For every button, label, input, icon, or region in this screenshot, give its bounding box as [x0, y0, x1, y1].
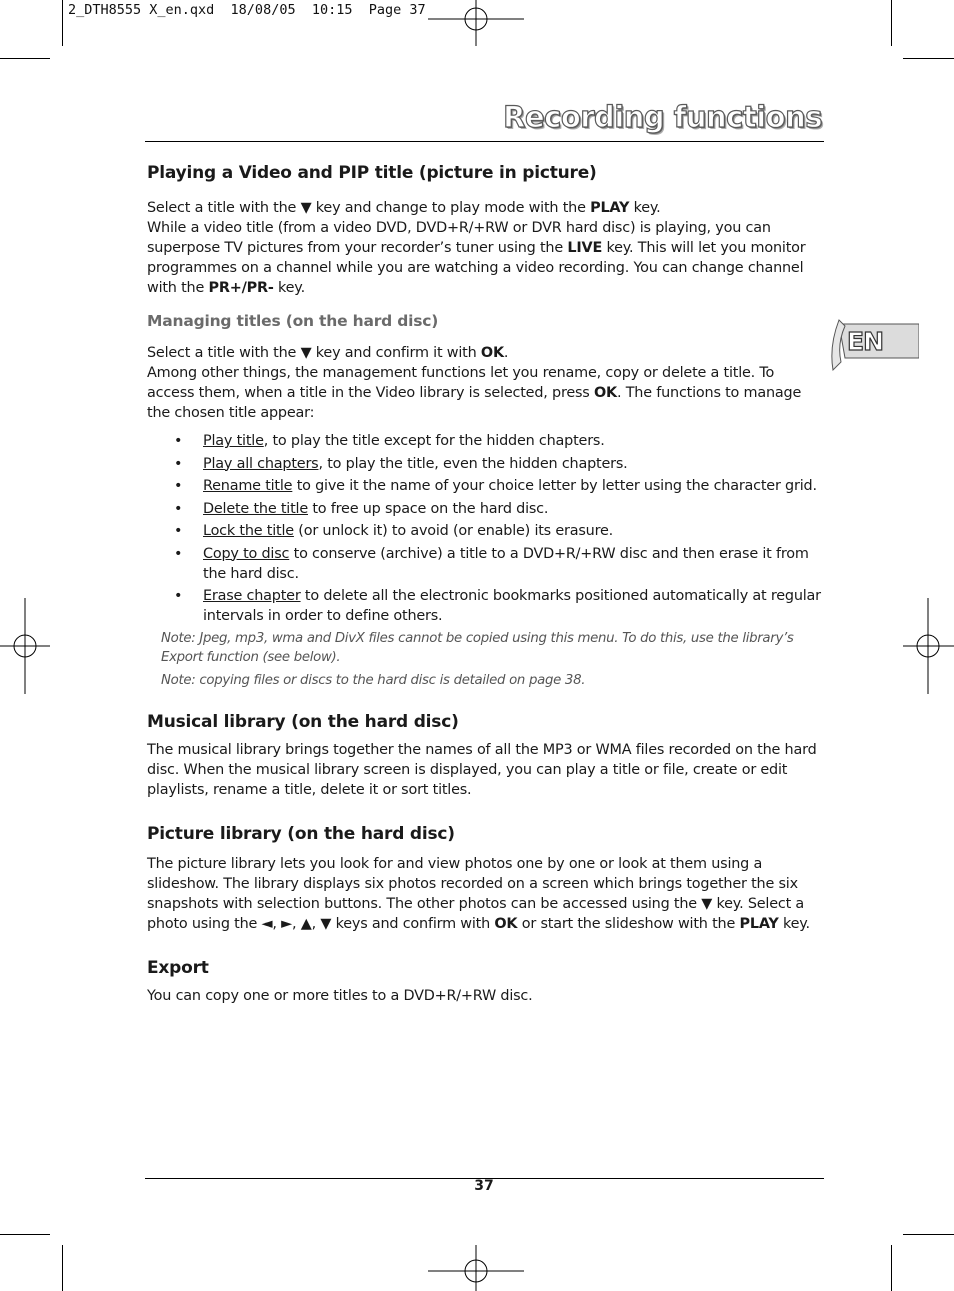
section-heading-managing: Managing titles (on the hard disc) [147, 312, 439, 330]
print-slug: 2_DTH8555 X_en.qxd 18/08/05 10:15 Page 37 [68, 2, 426, 18]
crop-mark [0, 58, 50, 59]
crop-mark [891, 0, 892, 46]
registration-mark-icon [0, 598, 50, 694]
crop-mark [903, 58, 954, 59]
paragraph: The musical library brings together the names of all the MP3 or WMA files recorded on the hard disc. When the musical library screen is displayed, you can play a title or file, create or edit playlists, rename a title, delete it or sort titles. [147, 742, 817, 798]
paragraph: Among other things, the management functions let you rename, copy or delete a title. To access them, when a title in the Video library is selected, press OK. The functions to manage the chosen title appear: [147, 365, 802, 421]
paragraph: You can copy one or more titles to a DVD+R/+RW disc. [147, 988, 533, 1004]
page-title: Recording functions [503, 100, 822, 134]
section-heading-picture: Picture library (on the hard disc) [147, 824, 455, 844]
paragraph: Select a title with the ▼ key and change to play mode with the PLAY key. [147, 200, 661, 216]
crop-mark [62, 1245, 63, 1291]
list-item: • Lock the title (or unlock it) to avoid (or enable) its erasure. [147, 521, 825, 541]
list-item: • Erase chapter to delete all the electronic bookmarks positioned automatically at regular intervals in order to define others. [147, 586, 825, 626]
registration-mark-icon [903, 598, 954, 694]
note: Note: Jpeg, mp3, wma and DivX files cannot be copied using this menu. To do this, use the library’s Export function (see below). [161, 631, 794, 665]
function-list [147, 431, 825, 626]
crop-mark [903, 1234, 954, 1235]
section-heading-export: Export [147, 958, 209, 978]
paragraph: The picture library lets you look for and view photos one by one or look at them using a slideshow. The library displays six photos recorded on a screen which brings together the six snapshots with selection buttons. The other photos can be accessed using the ▼ key. Select a photo using the ◄, ►, ▲, ▼ keys and confirm with OK or start the slideshow with the PLAY key. [147, 856, 810, 932]
page-content [147, 163, 825, 1006]
list-item: • Rename title to give it the name of your choice letter by letter using the character grid. [147, 476, 825, 496]
list-item: • Copy to disc to conserve (archive) a title to a DVD+R/+RW disc and then erase it from the hard disc. [147, 544, 825, 584]
header-rule [145, 141, 824, 142]
paragraph: While a video title (from a video DVD, DVD+R/+RW or DVR hard disc) is playing, you can superpose TV pictures from your recorder’s tuner using the LIVE key. This will let you monitor programmes on a channel while you are watching a video recording. You can change channel with the PR+/PR- key. [147, 220, 806, 296]
registration-mark-icon [428, 1245, 524, 1291]
note: Note: copying files or discs to the hard disc is detailed on page 38. [161, 673, 586, 688]
crop-mark [0, 1234, 50, 1235]
language-badge-label: EN [847, 327, 884, 356]
section-heading-music: Musical library (on the hard disc) [147, 712, 459, 732]
registration-mark-icon [428, 0, 524, 46]
paragraph: Select a title with the ▼ key and confirm it with OK. [147, 345, 509, 361]
list-item: • Delete the title to free up space on the hard disc. [147, 499, 825, 519]
crop-mark [62, 0, 63, 46]
page-number: 37 [474, 1178, 494, 1194]
list-item: • Play title, to play the title except for the hidden chapters. [147, 431, 825, 451]
list-item: • Play all chapters, to play the title, even the hidden chapters. [147, 454, 825, 474]
crop-mark [891, 1245, 892, 1291]
section-heading-pip: Playing a Video and PIP title (picture in picture) [147, 163, 597, 183]
